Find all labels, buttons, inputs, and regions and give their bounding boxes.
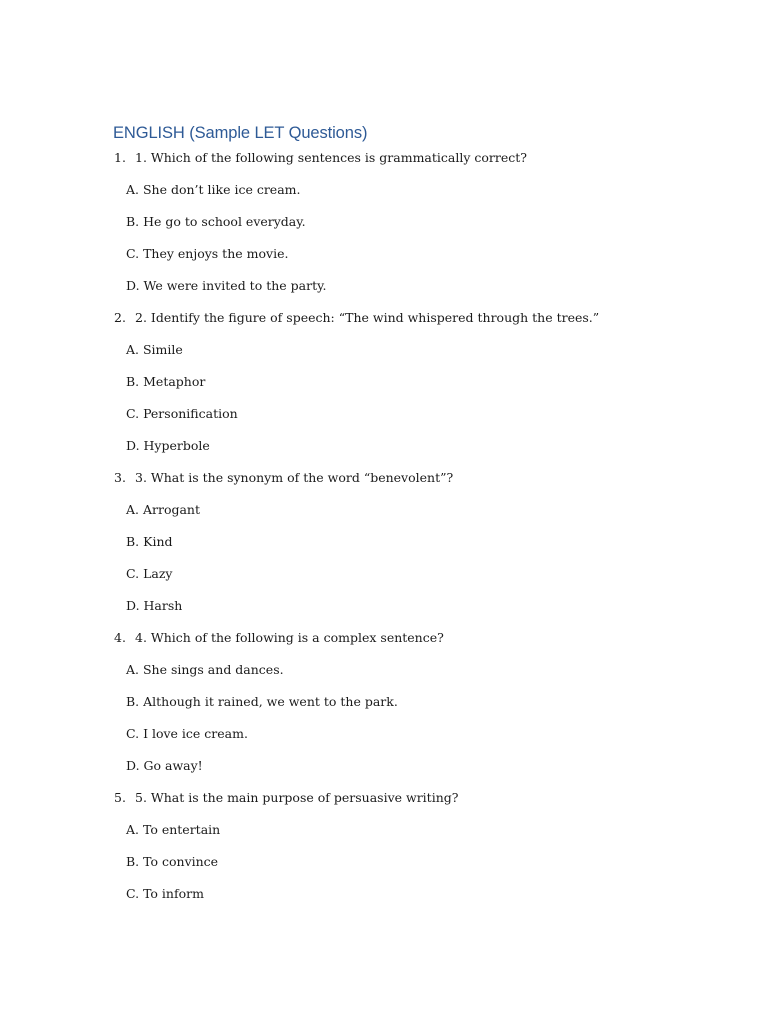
answer-option: C. Lazy: [126, 566, 173, 581]
answer-option: A. To entertain: [126, 822, 221, 837]
question-number: 2.: [114, 310, 126, 325]
question-text: 4. Which of the following is a complex sentence?: [135, 630, 444, 645]
answer-option: A. Simile: [126, 342, 183, 357]
question-number: 1.: [114, 150, 126, 165]
answer-option: D. Go away!: [126, 758, 203, 773]
question-4: [0, 626, 768, 658]
question-number: 5.: [114, 790, 126, 805]
question-text: 2. Identify the figure of speech: “The wind whispered through the trees.”: [135, 310, 600, 325]
question-number: 4.: [114, 630, 126, 645]
answer-option: A. She don’t like ice cream.: [126, 182, 301, 197]
question-text: 3. What is the synonym of the word “benevolent”?: [135, 470, 454, 485]
question-5: [0, 786, 768, 818]
answer-option: B. He go to school everyday.: [126, 214, 306, 229]
answer-option: B. Metaphor: [126, 374, 206, 389]
answer-option: D. Harsh: [126, 598, 183, 613]
answer-option: C. I love ice cream.: [126, 726, 248, 741]
document-heading: ENGLISH (Sample LET Questions): [113, 124, 368, 142]
question-number: 3.: [114, 470, 126, 485]
question-1: [0, 146, 768, 178]
answer-option: B. Although it rained, we went to the park.: [126, 694, 398, 709]
answer-option: B. To convince: [126, 854, 219, 869]
question-3: [0, 466, 768, 498]
answer-option: C. They enjoys the movie.: [126, 246, 289, 261]
question-list: [0, 146, 768, 914]
question-text: 5. What is the main purpose of persuasive writing?: [135, 790, 459, 805]
answer-option: A. She sings and dances.: [126, 662, 284, 677]
answer-option: C. To inform: [126, 886, 204, 901]
question-text: 1. Which of the following sentences is grammatically correct?: [135, 150, 527, 165]
answer-option: C. Personification: [126, 406, 238, 421]
answer-option: D. Hyperbole: [126, 438, 210, 453]
answer-option: A. Arrogant: [126, 502, 201, 517]
question-2: [0, 306, 768, 338]
answer-option: D. We were invited to the party.: [126, 278, 327, 293]
answer-option: B. Kind: [126, 534, 173, 549]
